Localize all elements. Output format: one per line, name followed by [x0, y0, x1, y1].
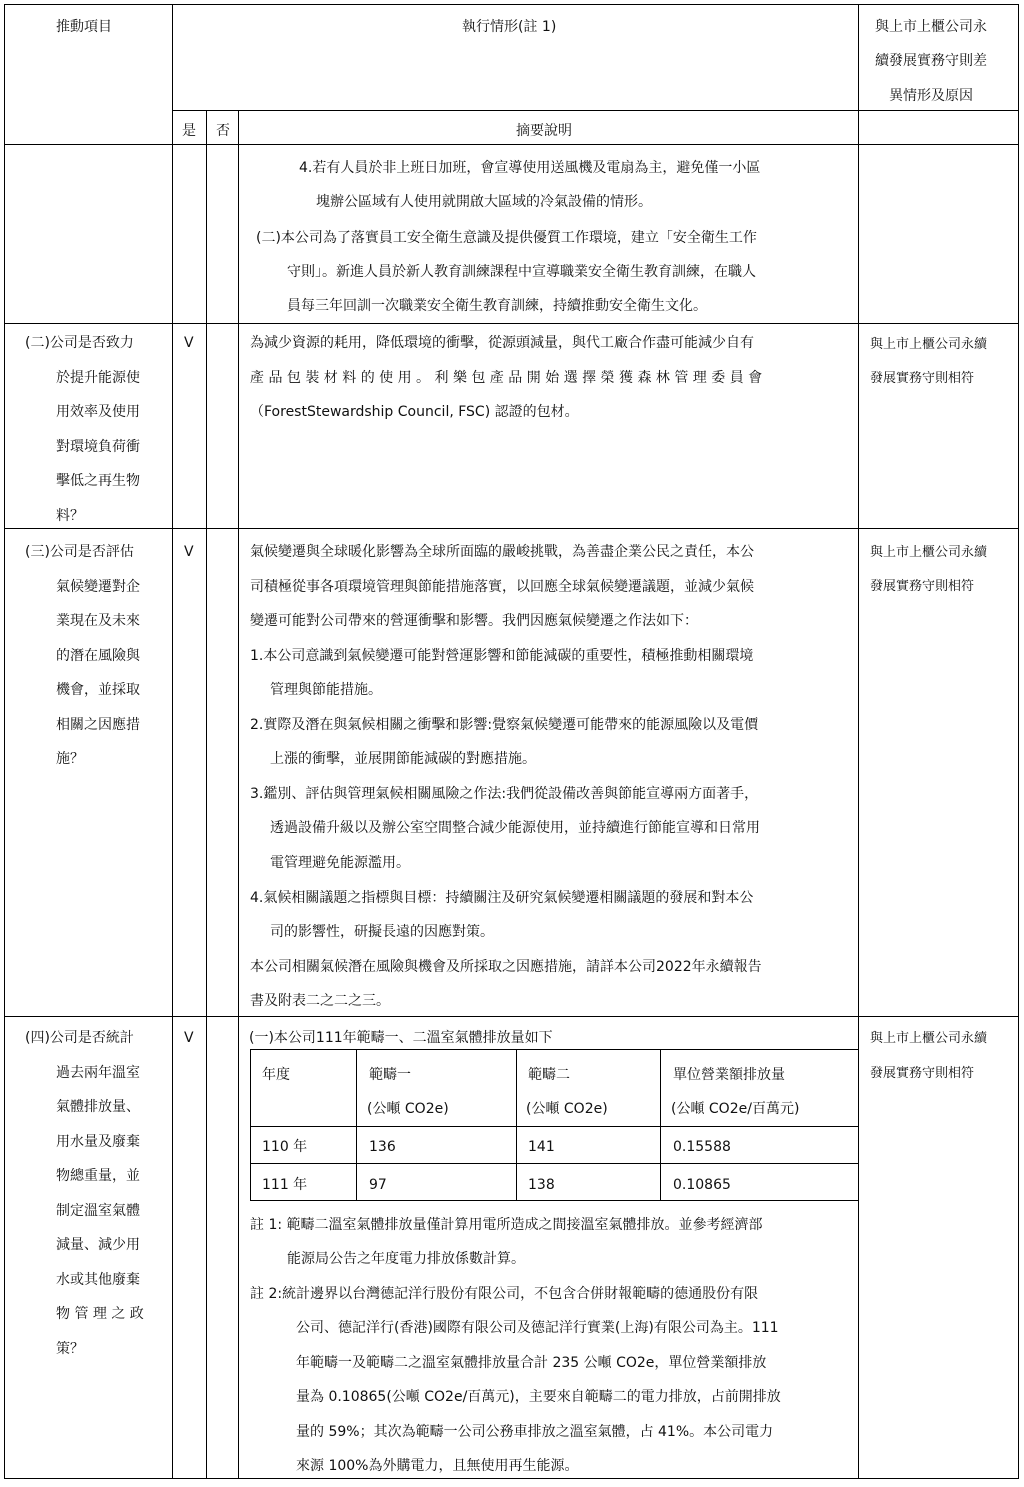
item-line: 用水量及廢棄: [56, 1134, 140, 1150]
emissions-header-intensity-unit: (公噸 CO2e/百萬元): [671, 1101, 800, 1117]
yes-mark: V: [184, 335, 194, 351]
item-line: 機會，並採取: [56, 682, 140, 698]
item-line: 減量、減少用: [56, 1237, 140, 1253]
note-line: 量的 59%；其次為範疇一公司公務車排放之溫室氣體，占 41%。本公司電力: [296, 1424, 774, 1440]
item-line: 施？: [56, 751, 84, 767]
item-line: 策？: [56, 1341, 84, 1357]
emissions-header-year: 年度: [262, 1067, 290, 1083]
summary-line: 本公司相關氣候潛在風險與機會及所採取之因應措施，請詳本公司2022年永續報告: [250, 959, 762, 975]
item-line: (二)公司是否致力: [25, 335, 134, 351]
emissions-header-scope1: 範疇一: [369, 1067, 411, 1083]
yes-mark: V: [184, 1030, 194, 1046]
emissions-cell: 110 年: [262, 1139, 308, 1155]
item-line: 物 管 理 之 政: [56, 1306, 144, 1322]
item-line: 氣候變遷對企: [56, 579, 140, 595]
emissions-cell: 138: [528, 1177, 555, 1193]
summary-line: （ForestStewardship Council, FSC) 認證的包材。: [250, 404, 579, 420]
summary-line: 為減少資源的耗用，降低環境的衝擊，從源頭減量，與代工廠合作盡可能減少自有: [250, 335, 754, 351]
item-line: 的潛在風險與: [56, 648, 140, 664]
summary-line: 3.鑑別、評估與管理氣候相關風險之作法:我們從設備改善與節能宣導兩方面著手，: [250, 786, 759, 802]
col-divider: [206, 110, 207, 1479]
row-divider: [4, 144, 1019, 145]
emissions-col-divider: [516, 1049, 517, 1201]
diff-line: 與上市上櫃公司永續: [870, 337, 988, 352]
cont-line: 塊辦公區域有人使用就開啟大區域的冷氣設備的情形。: [316, 194, 652, 210]
note-line: 來源 100%為外購電力，且無使用再生能源。: [296, 1458, 579, 1474]
item-line: 料？: [56, 508, 84, 524]
item-line: 相關之因應措: [56, 717, 140, 733]
diff-line: 與上市上櫃公司永續: [870, 1031, 988, 1046]
emissions-cell: 136: [369, 1139, 396, 1155]
cont-line: (二)本公司為了落實員工安全衛生意識及提供優質工作環境，建立「安全衛生工作: [256, 230, 757, 246]
item-line: 制定溫室氣體: [56, 1203, 140, 1219]
item-line: 氣體排放量、: [56, 1099, 140, 1115]
diff-line: 發展實務守則相符: [870, 579, 975, 594]
row-divider: [172, 110, 1018, 111]
header-no: 否: [216, 123, 230, 139]
header-exec: 執行情形(註 1): [462, 19, 557, 35]
emissions-cell: 111 年: [262, 1177, 308, 1193]
diff-line: 與上市上櫃公司永續: [870, 545, 988, 560]
header-summary: 摘要說明: [516, 123, 572, 139]
emissions-cell: 141: [528, 1139, 555, 1155]
note-line: 能源局公告之年度電力排放係數計算。: [287, 1251, 525, 1267]
row-divider: [4, 323, 1019, 324]
row-divider: [4, 528, 1019, 529]
item-line: 對環境負荷衝: [56, 439, 140, 455]
summary-line: 2.實際及潛在與氣候相關之衝擊和影響:覺察氣候變遷可能帶來的能源風險以及電價: [250, 717, 759, 733]
emissions-cell: 0.15588: [673, 1139, 731, 1155]
emissions-row-divider: [250, 1163, 859, 1164]
item-line: 過去兩年溫室: [56, 1065, 140, 1081]
header-diff-line: 與上市上櫃公司永: [875, 19, 987, 35]
emissions-cell: 0.10865: [673, 1177, 731, 1193]
diff-line: 發展實務守則相符: [870, 371, 975, 386]
summary-intro: (一)本公司111年範疇一、二溫室氣體排放量如下: [249, 1030, 553, 1046]
summary-line: 4.氣候相關議題之指標與目標：持續關注及研究氣候變遷相關議題的發展和對本公: [250, 890, 754, 906]
header-item: 推動項目: [56, 19, 112, 35]
col-divider: [238, 110, 239, 1479]
summary-line: 1.本公司意識到氣候變遷可能對營運影響和節能減碳的重要性，積極推動相關環境: [250, 648, 754, 664]
emissions-header-scope2-unit: (公噸 CO2e): [526, 1101, 608, 1117]
note-line: 量為 0.10865(公噸 CO2e/百萬元)，主要來自範疇二的電力排放，占前開排放: [296, 1389, 781, 1405]
summary-line: 氣候變遷與全球暖化影響為全球所面臨的嚴峻挑戰，為善盡企業公民之責任，本公: [250, 544, 754, 560]
summary-line: 電管理避免能源濫用。: [270, 855, 410, 871]
summary-line: 司的影響性，研擬長遠的因應對策。: [270, 924, 494, 940]
diff-line: 發展實務守則相符: [870, 1066, 975, 1081]
emissions-header-intensity: 單位營業額排放量: [673, 1067, 785, 1083]
emissions-col-divider: [356, 1049, 357, 1201]
col-divider: [172, 4, 173, 1479]
emissions-cell: 97: [369, 1177, 387, 1193]
note-line: 公司、德記洋行(香港)國際有限公司及德記洋行實業(上海)有限公司為主。111: [296, 1320, 779, 1336]
summary-line: 司積極從事各項環境管理與節能措施落實，以回應全球氣候變遷議題，並減少氣候: [250, 579, 754, 595]
header-diff-line: 續發展實務守則差: [875, 53, 987, 69]
summary-line: 書及附表二之二之三。: [250, 993, 390, 1009]
note-line: 註 2:統計邊界以台灣德記洋行股份有限公司，不包含合併財報範疇的德通股份有限: [250, 1286, 759, 1302]
emissions-header-scope2: 範疇二: [528, 1067, 570, 1083]
item-line: 擊低之再生物: [56, 473, 140, 489]
item-line: 於提升能源使: [56, 370, 140, 386]
yes-mark: V: [184, 544, 194, 560]
emissions-col-divider: [660, 1049, 661, 1201]
note-line: 註 1: 範疇二溫室氣體排放量僅計算用電所造成之間接溫室氣體排放。並參考經濟部: [250, 1217, 763, 1233]
header-yes: 是: [182, 123, 196, 139]
note-line: 年範疇一及範疇二之溫室氣體排放量合計 235 公噸 CO2e，單位營業額排放: [296, 1355, 767, 1371]
cont-line: 員每三年回訓一次職業安全衛生教育訓練，持續推動安全衛生文化。: [287, 298, 707, 314]
col-divider: [858, 4, 859, 1479]
item-line: 物總重量，並: [56, 1168, 140, 1184]
summary-line: 上漲的衝擊，並展開節能減碳的對應措施。: [270, 751, 536, 767]
summary-line: 產 品 包 裝 材 料 的 使 用 。 利 樂 包 產 品 開 始 選 擇 榮 獲 森 林 管 理 委 員 會: [250, 370, 763, 386]
row-divider: [4, 1016, 1019, 1017]
item-line: (四)公司是否統計: [25, 1030, 134, 1046]
cont-line: 4.若有人員於非上班日加班，會宣導使用送風機及電扇為主，避免僅一小區: [299, 160, 761, 176]
emissions-header-scope1-unit: (公噸 CO2e): [367, 1101, 449, 1117]
emissions-row-divider: [250, 1126, 859, 1127]
item-line: 業現在及未來: [56, 613, 140, 629]
item-line: 用效率及使用: [56, 404, 140, 420]
summary-line: 管理與節能措施。: [270, 682, 382, 698]
cont-line: 守則」。新進人員於新人教育訓練課程中宣導職業安全衛生教育訓練，在職人: [287, 264, 756, 280]
item-line: (三)公司是否評估: [25, 544, 134, 560]
header-diff-line: 異情形及原因: [889, 88, 973, 104]
item-line: 水或其他廢棄: [56, 1272, 140, 1288]
summary-line: 變遷可能對公司帶來的營運衝擊和影響。我們因應氣候變遷之作法如下：: [250, 613, 698, 629]
summary-line: 透過設備升級以及辦公室空間整合減少能源使用，並持續進行節能宣導和日常用: [270, 820, 760, 836]
